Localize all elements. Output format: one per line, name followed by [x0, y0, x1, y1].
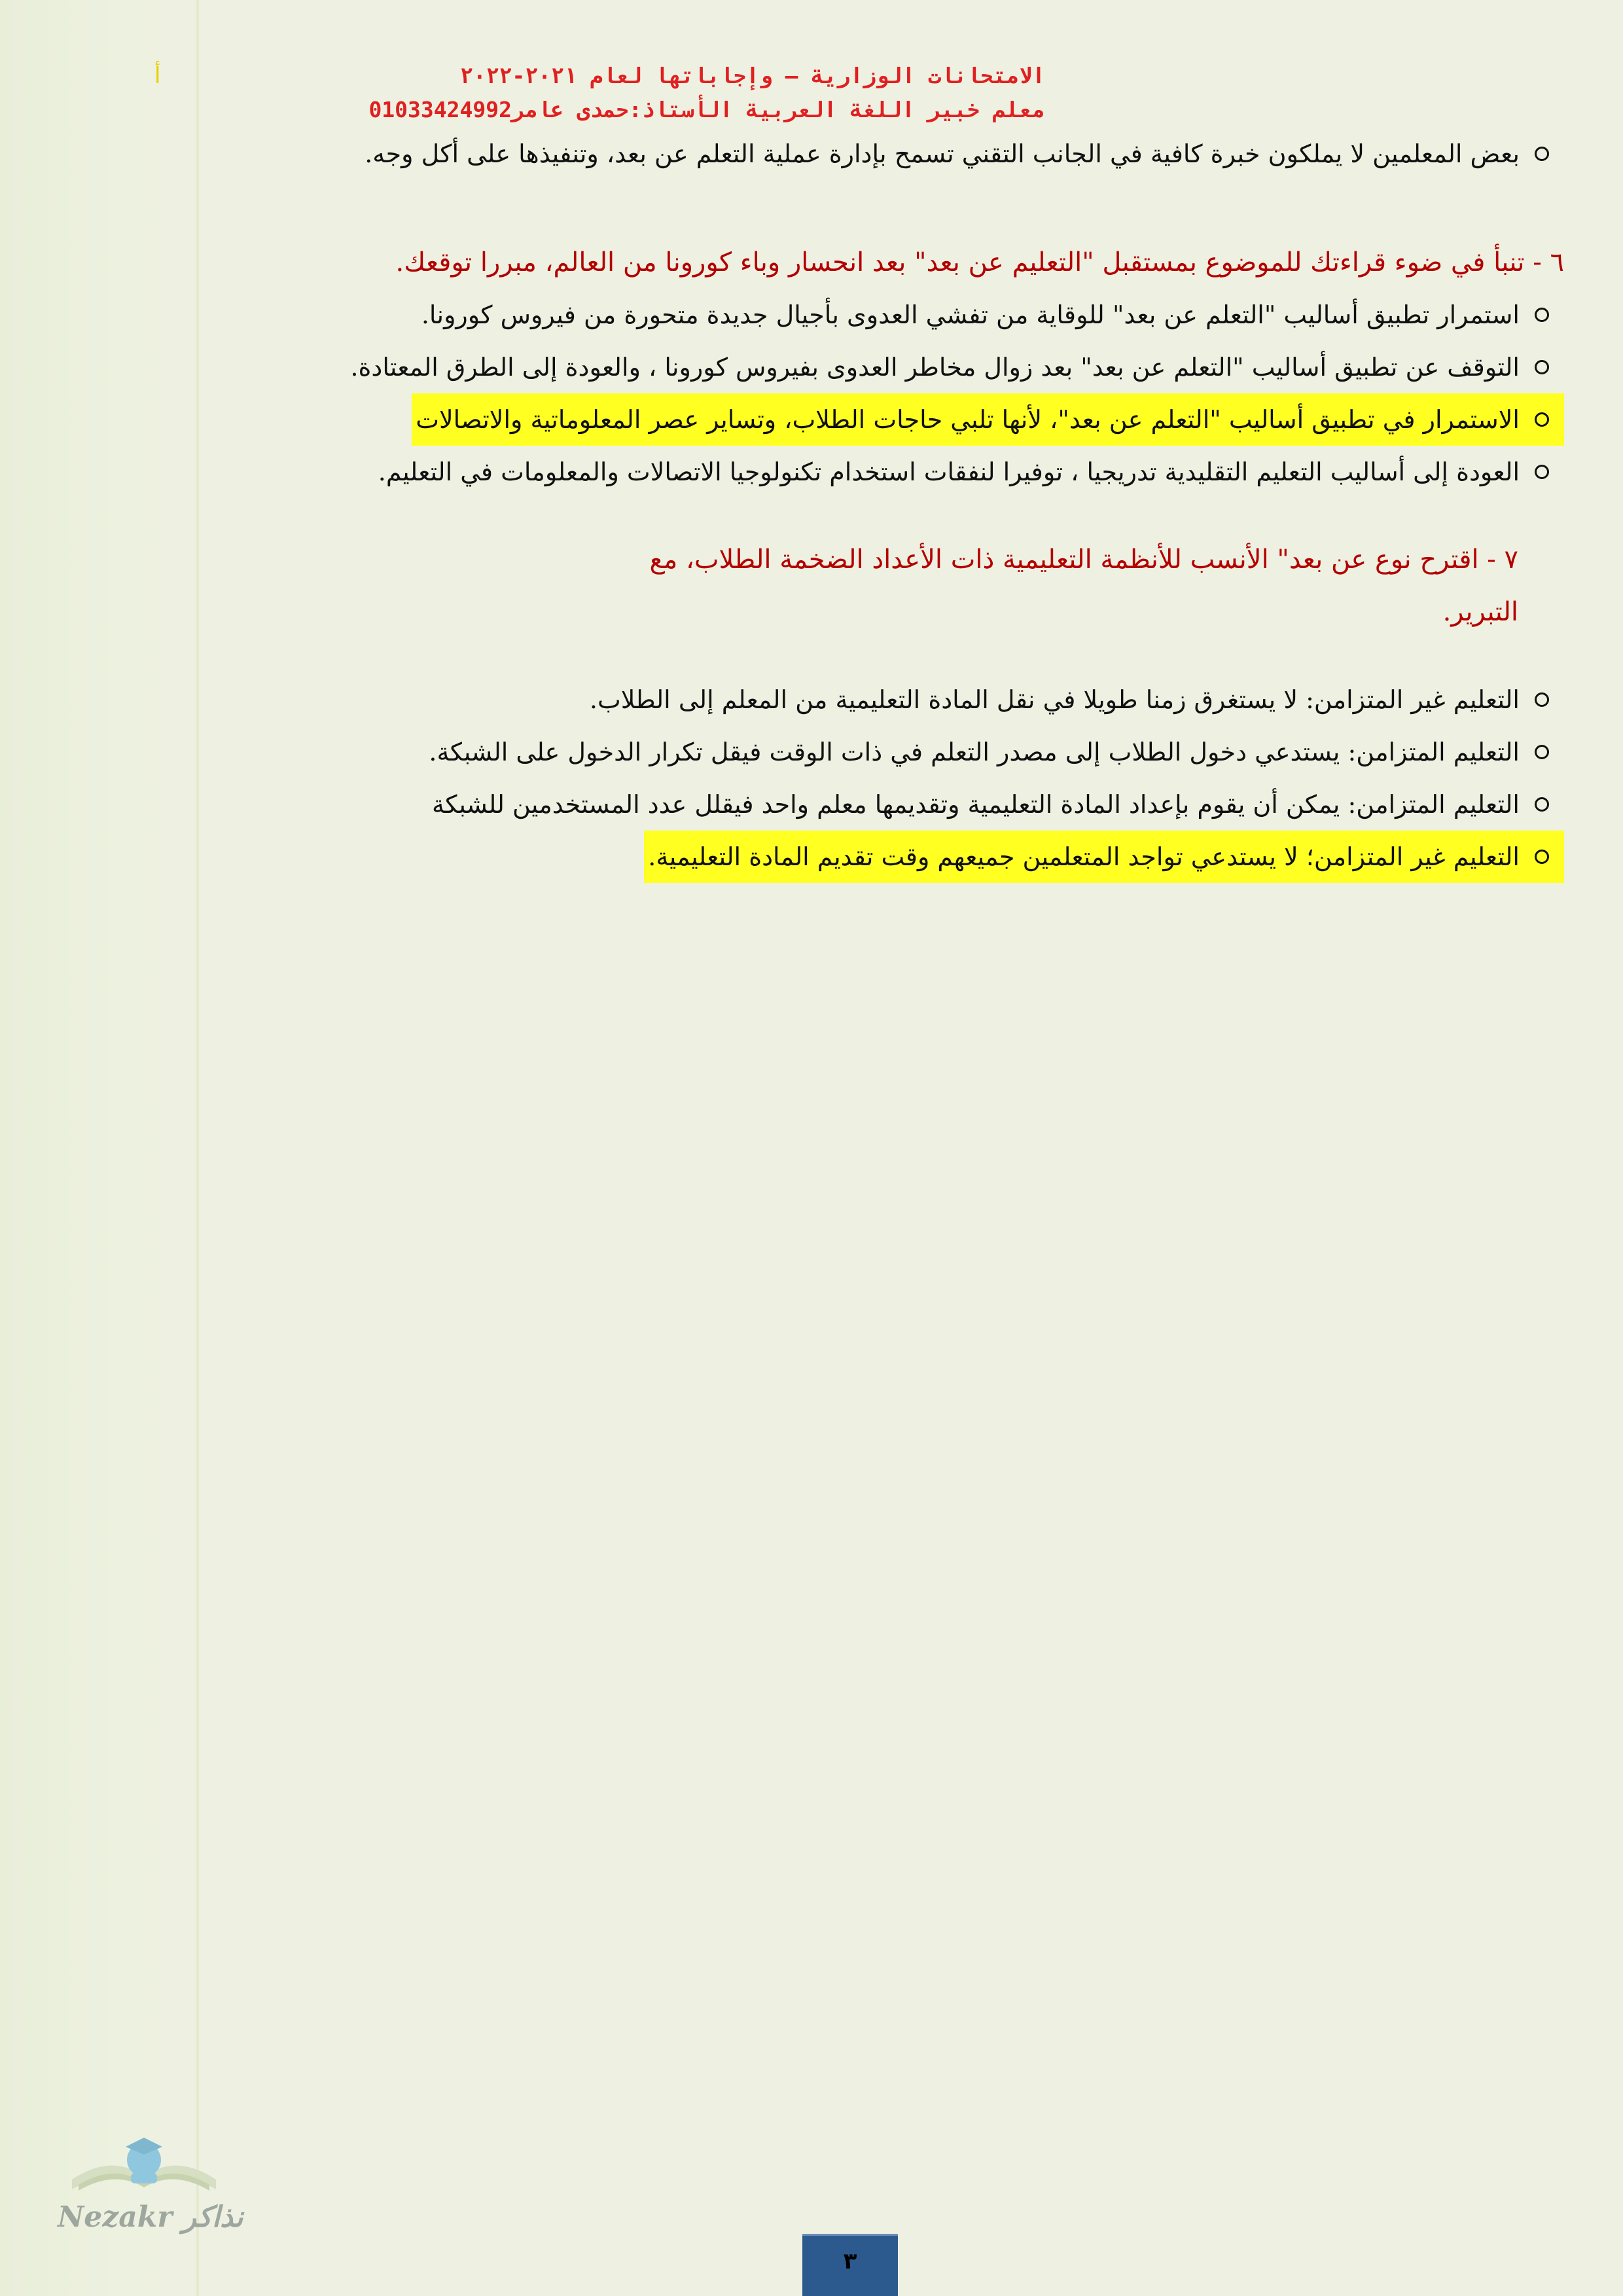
page-header — [262, 59, 1243, 127]
option-text: التعليم المتزامن: يمكن أن يقوم بإعداد المادة التعليمية وتقديمها معلم واحد فيقلل عدد المستخدمين للشبكة — [432, 790, 1520, 819]
option-item — [65, 289, 1564, 341]
option-item — [65, 778, 1564, 831]
option-text: استمرار تطبيق أساليب "التعلم عن بعد" للوقاية من تفشي العدوى بأجيال جديدة متحورة من فيروس كورونا. — [421, 300, 1520, 329]
item-text: بعض المعلمين لا يملكون خبرة كافية في الجانب التقني تسمح بإدارة عملية التعلم عن بعد، وتنفيذها على أكل وجه. — [365, 139, 1520, 168]
page-mark: أ — [154, 63, 161, 89]
circle-bullet-icon — [1520, 831, 1564, 883]
circle-bullet-icon — [1520, 673, 1564, 726]
list-item — [65, 128, 1564, 180]
option-item — [65, 726, 1564, 778]
logo-text: Nezakr نذاكر — [58, 2200, 243, 2234]
option-item-correct — [65, 831, 1564, 883]
header-line-2: معلم خبير اللغة العربية الأستاذ:حمدى عامر01033424992 — [368, 97, 1045, 122]
question-7-title-cont: التبرير. — [1442, 597, 1518, 627]
circle-bullet-icon — [1520, 128, 1564, 180]
option-text: التعليم غير المتزامن؛ لا يستدعي تواجد المتعلمين جميعهم وقت تقديم المادة التعليمية. — [644, 831, 1520, 883]
circle-bullet-icon — [1520, 726, 1564, 778]
option-item-correct — [65, 393, 1564, 446]
circle-bullet-icon — [1520, 446, 1564, 498]
question-6-title: ٦ - تنبأ في ضوء قراءتك للموضوع بمستقبل "التعليم عن بعد" بعد انحسار وباء كورونا من العالم، مبررا توقعك. — [395, 247, 1564, 278]
option-item — [65, 341, 1564, 393]
circle-bullet-icon — [1520, 393, 1564, 446]
document-body — [65, 128, 1564, 883]
option-text: التوقف عن تطبيق أساليب "التعلم عن بعد" بعد زوال مخاطر العدوى بفيروس كورونا ، والعودة إلى الطرق المعتادة. — [350, 353, 1520, 382]
option-text: التعليم غير المتزامن: لا يستغرق زمنا طويلا في نقل المادة التعليمية من المعلم إلى الطلاب. — [589, 685, 1520, 714]
question-7-title: ٧ - اقترح نوع عن بعد" الأنسب للأنظمة التعليمية ذات الأعداد الضخمة الطلاب، مع — [649, 545, 1518, 575]
option-text: التعليم المتزامن: يستدعي دخول الطلاب إلى مصدر التعلم في ذات الوقت فيقل تكرار الدخول على الشبكة. — [429, 738, 1520, 766]
option-item — [65, 673, 1564, 726]
circle-bullet-icon — [1520, 778, 1564, 831]
option-item — [65, 446, 1564, 498]
header-line-1: الامتحانات الوزارية – وإجاباتها لعام ٢٠٢١-٢٠٢٢ — [459, 63, 1046, 88]
circle-bullet-icon — [1520, 341, 1564, 393]
option-text: العودة إلى أساليب التعليم التقليدية تدريجيا ، توفيرا لنفقات استخدام تكنولوجيا الاتصالات والمعلومات في التعليم. — [378, 457, 1520, 486]
circle-bullet-icon — [1520, 289, 1564, 341]
option-text: الاستمرار في تطبيق أساليب "التعلم عن بعد"، لأنها تلبي حاجات الطلاب، وتساير عصر المعلوماتية والاتصالات — [412, 393, 1520, 446]
page-number: ٣ — [802, 2234, 898, 2296]
